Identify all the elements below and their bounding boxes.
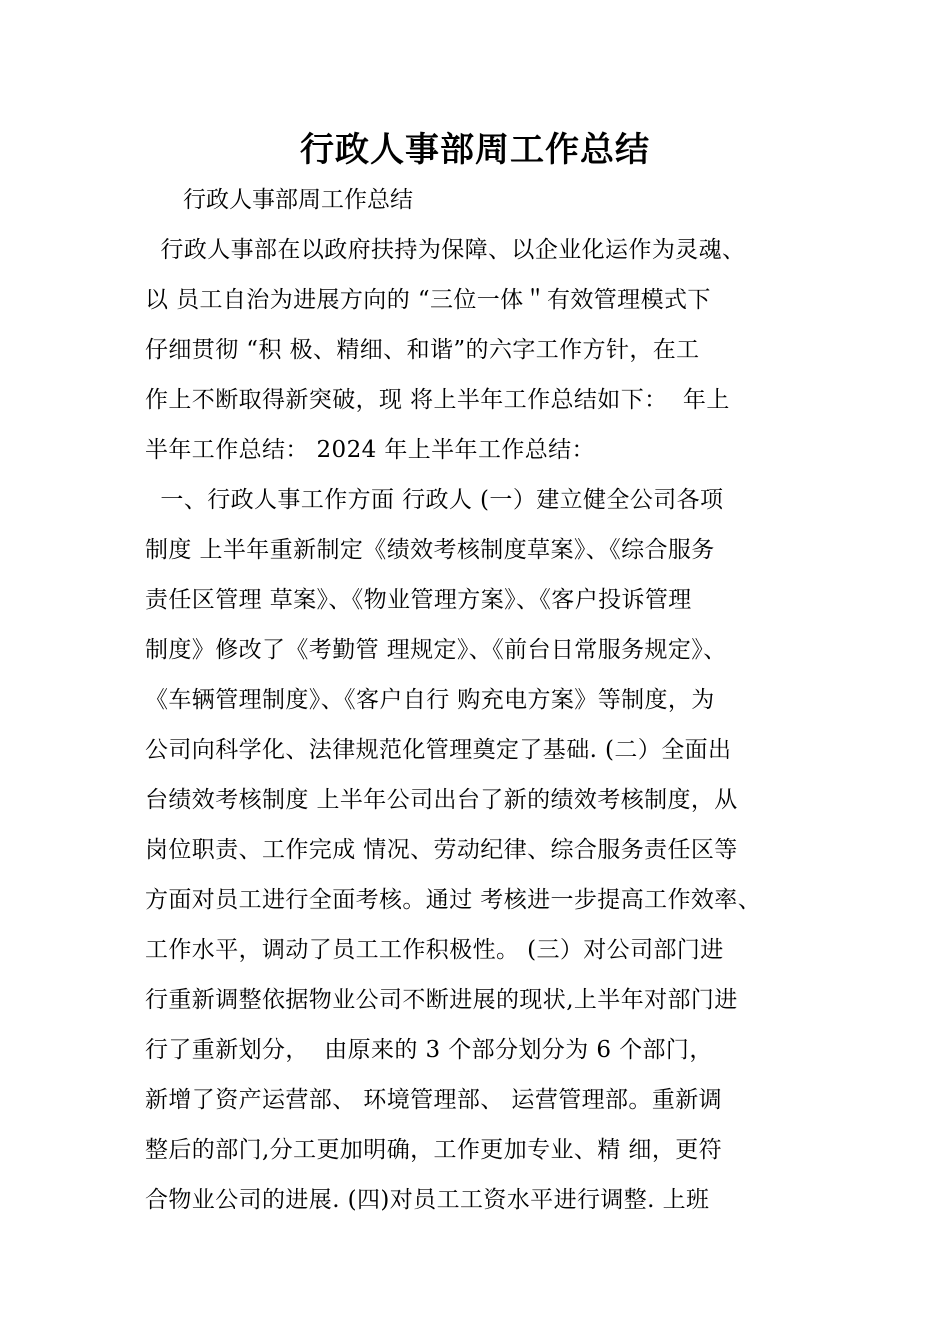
paragraph-line: 责任区管理 草案》、《物业管理方案》、《客户投诉管理 [145,587,692,613]
paragraph-line: 以 员工自治为进展方向的 “三位一体＂有效管理模式下 [145,287,711,313]
paragraph-line: 作上不断取得新突破，现 将上半年工作总结如下： 年上 [145,387,730,413]
paragraph-line: 行了重新划分， 由原来的 3 个部分划分为 6 个部门， [145,1037,713,1063]
paragraph-line: 制度 上半年重新制定《绩效考核制度草案》、《综合服务 [145,537,715,563]
paragraph-line: 制度》修改了《考勤管 理规定》、《前台日常服务规定》、 [145,637,727,663]
paragraph-line: 《车辆管理制度》、《客户自行 购充电方案》等制度，为 [145,687,715,713]
document-title: 行政人事部周工作总结 [300,130,650,170]
paragraph-line: 合物业公司的进展. (四)对员工工资水平进行调整. 上班 [145,1187,710,1213]
paragraph-line: 半年工作总结： 2024 年上半年工作总结： [145,437,595,463]
paragraph-line: 岗位职责、工作完成 情况、劳动纪律、综合服务责任区等 [145,837,738,863]
paragraph-line: 新增了资产运营部、 环境管理部、 运营管理部。重新调 [145,1087,723,1113]
paragraph-line: 工作水平，调动了员工工作积极性。 (三）对公司部门进 [145,937,724,963]
paragraph-line: 公司向科学化、法律规范化管理奠定了基础. (二）全面出 [145,737,732,763]
paragraph-line: 行政人事部在以政府扶持为保障、以企业化运作为灵魂、 [145,237,746,263]
paragraph-line: 方面对员工进行全面考核。通过 考核进一步提高工作效率、 [145,887,762,913]
paragraph-line: 行重新调整依据物业公司不断进展的现状,上半年对部门进 [145,987,738,1013]
paragraph-line: 台绩效考核制度 上半年公司出台了新的绩效考核制度，从 [145,787,738,813]
paragraph-line: 仔细贯彻 “积 极、精细、和谐”的六字工作方针，在工 [145,337,700,363]
document-subtitle: 行政人事部周工作总结 [183,187,413,213]
paragraph-line: 一、行政人事工作方面 行政人 (一）建立健全公司各项 [145,487,724,513]
paragraph-line: 整后的部门,分工更加明确，工作更加专业、精 细，更符 [145,1137,723,1163]
